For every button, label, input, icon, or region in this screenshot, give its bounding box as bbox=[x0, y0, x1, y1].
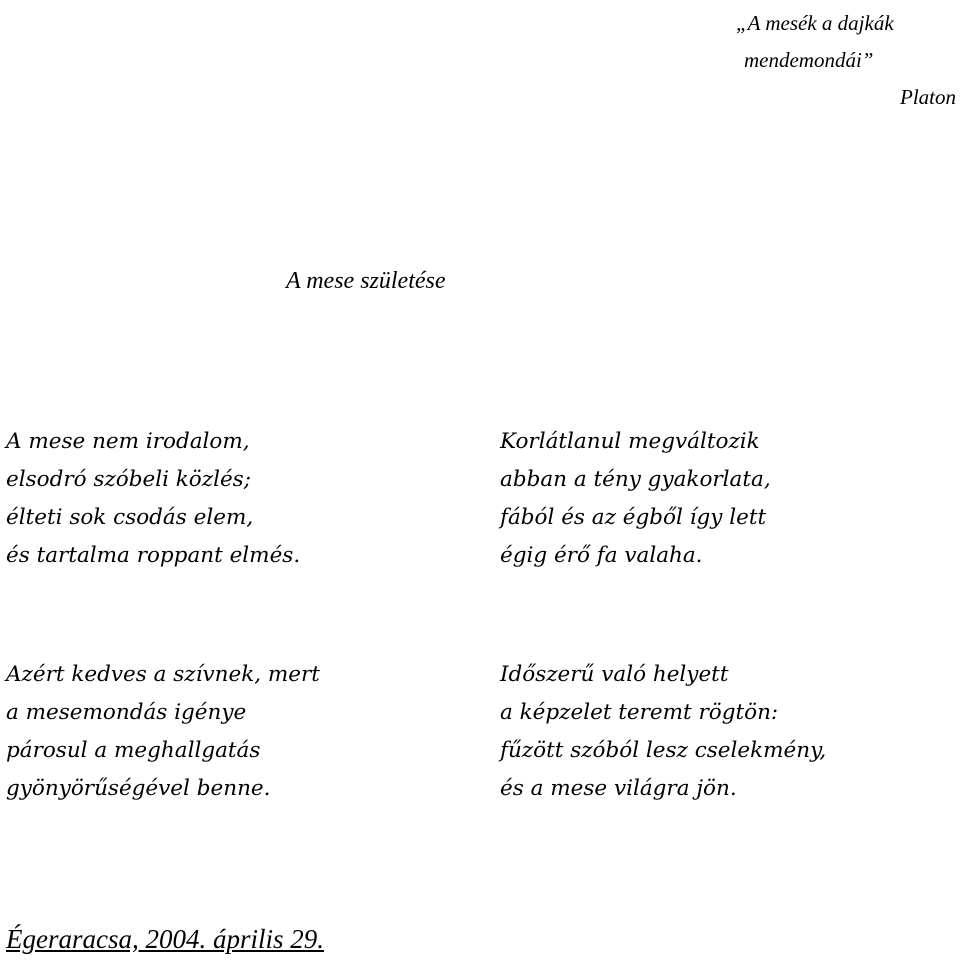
verse-line: Azért kedves a szívnek, mert bbox=[6, 662, 320, 687]
verse-line: Időszerű való helyett bbox=[500, 662, 729, 687]
signature-date: Égeraracsa, 2004. április 29. bbox=[6, 924, 325, 954]
stanza-1 bbox=[6, 423, 300, 575]
verse-line: égig érő fa valaha. bbox=[500, 543, 703, 568]
verse-line: a képzelet teremt rögtön: bbox=[500, 700, 779, 725]
verse-line: a mesemondás igénye bbox=[6, 700, 247, 725]
epigraph-line-1: „A mesék a dajkák bbox=[736, 11, 894, 35]
verse-line: fából és az égből így lett bbox=[500, 505, 767, 530]
verse-line: gyönyörűségével benne. bbox=[6, 776, 271, 801]
epigraph-line-2: mendemondái” bbox=[744, 48, 874, 72]
stanza-4 bbox=[500, 656, 826, 808]
epigraph-author: Platon bbox=[900, 85, 956, 109]
verse-line: A mese nem irodalom, bbox=[6, 429, 250, 454]
verse-line: és a mese világra jön. bbox=[500, 776, 737, 801]
stanza-3 bbox=[6, 656, 320, 808]
verse-line: élteti sok csodás elem, bbox=[6, 505, 254, 530]
verse-line: abban a tény gyakorlata, bbox=[500, 467, 771, 492]
verse-line: párosul a meghallgatás bbox=[6, 738, 261, 763]
stanza-2 bbox=[500, 423, 771, 575]
poem-title: A mese születése bbox=[286, 268, 446, 294]
verse-line: és tartalma roppant elmés. bbox=[6, 543, 301, 568]
verse-line: elsodró szóbeli közlés; bbox=[6, 467, 251, 492]
verse-line: fűzött szóból lesz cselekmény, bbox=[500, 738, 827, 763]
verse-line: Korlátlanul megváltozik bbox=[500, 429, 760, 454]
